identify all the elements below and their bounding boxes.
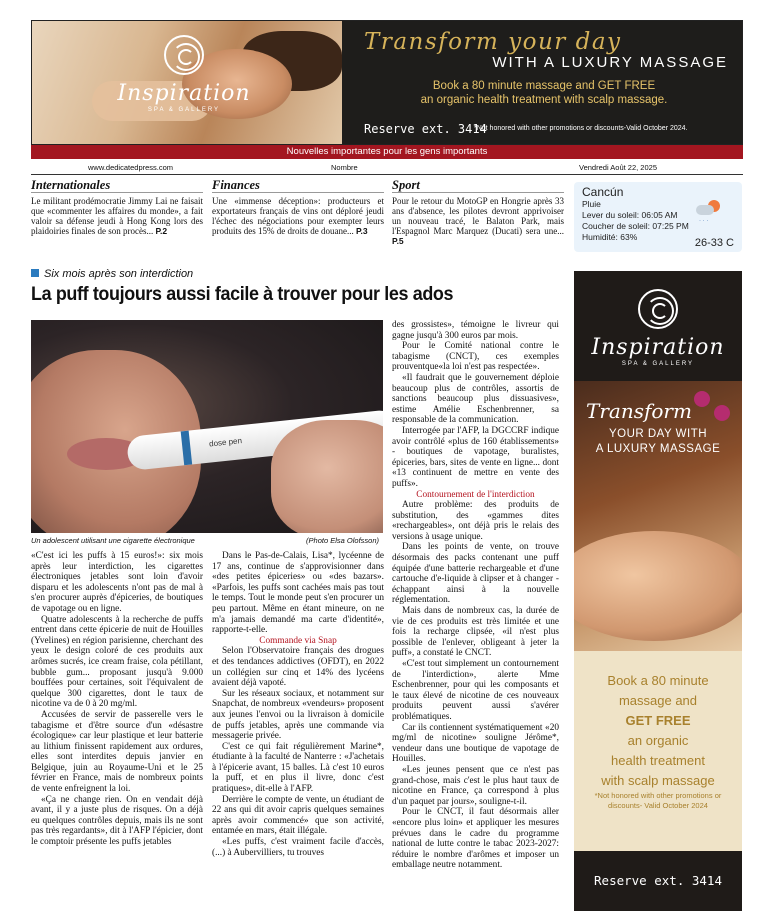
weather-condition: Pluie [582,199,601,209]
article-kicker: Six mois après son interdiction [31,268,193,280]
photo-caption: Un adolescent utilisant une cigarette électronique (Photo Elsa Olofsson) [31,536,379,545]
issue-date: Vendredi Août 22, 2025 [579,163,657,172]
ad-reserve-text: Reserve ext. 3414 [364,122,487,136]
teaser-section: Finances [212,180,384,193]
teaser-sport[interactable] [392,180,564,246]
article-column-2: Dans le Pas-de-Calais, Lisa*, lycéenne de 17 ans, continue de s'approvisionner dans «des petites épiceries» ou «des bazars». «Parfois, les puffs sont cachées mais pas tout le temps. Tout le monde peut s'en procurer un peu partout. Même en étant mineure, on ne m'a jamais demandé ma carte d'identité», rapporte-t-elle. Commande via Snap Selon l'Observatoire français des drogues et des tendances addictives (OFDT), en 2022 un collégien sur cinq et 14% des lycéens avaient déjà vapoté. Sur les réseaux sociaux, et notamment sur Snapchat, de nombreux «vendeurs» proposent aux jeunes l'envoi ou la livraison à domicile de puffs jetables, après une commande via messagerie privée. C'est ce qui fait régulièrement Marine*, étudiante à la faculté de Nanterre : «J'achetais à l'épicerie avant, 15 balles. Là c'est 10 euros la puff, et en plus il livre, donc c'est pratiques», dit-elle à l'AFP. Derrière le compte de vente, un étudiant de 22 ans qui dit avoir capris quelques semaines après avoir commencé» que son activité, entamée en mars, était illégale. «Les puffs, c'est vraiment facile d'accès, (...) à Aubervilliers, tu trouves [212,551,384,858]
top-spa-ad-banner[interactable] [31,20,743,145]
ad-caps-line: WITH A LUXURY MASSAGE [492,54,728,71]
teaser-internationales[interactable] [31,180,203,236]
teaser-finances[interactable] [212,180,384,236]
side-ad-script: Transform [586,399,692,423]
side-ad-caps: YOUR DAY WITH A LUXURY MASSAGE [595,428,721,455]
weather-humidity: Humidité: 63% [582,232,638,242]
ad-script-line: Transform your day [364,29,622,55]
teaser-section: Internationales [31,180,203,193]
weather-sunrise: Lever du soleil: 06:05 AM [582,210,678,220]
rain-sun-icon: · · · [696,200,720,222]
issue-number: Nombre [331,163,358,172]
subheading-snap: Commande via Snap [259,635,337,646]
weather-sunset: Coucher de soleil: 07:25 PM [582,221,689,231]
teaser-page: P.5 [392,236,404,246]
article-column-3: des grossistes», témoigne le livreur qui gagne jusqu'à 300 euros par mois. Pour le Comité national contre le tabagisme (CNCT), ces exemples prouventque«la loi n'est pas respectée». «Il faudrait que le gouvernement déploie beaucoup plus de contrôles, assortis de sanctions beaucoup plus dissuasives», estime Amélie Eschenbrenner, sa responsable de la communication. Interrogée par l'AFP, la DGCCRF indique avoir contrôlé «plus de 160 établissements» - boutiques de vapotage, buralistes, épiceries, bars, sites de vente en ligne... dont «13 continuent de mettre en vente des puffs». Contournement de l'interdiction Autre problème: des produits de substitution, des «gammes dites «rechargeables», ont déjà pris le relais des versions à usage unique. Dans les points de vente, on trouve désormais des packs contenant une puff équipée d'une batterie rechargeable et d'une cartouche d'e-liquide à clipser et à changer - échappant ainsi à la nouvelle réglementation. Mais dans de nombreux cas, la durée de vie de ces produits est très limitée et une fois la recharge clipsée, «il n'est plus possible de l'enlever, obligeant à jeter la puff», a constaté le CNCT. «C'est tout simplement un contournement de l'interdiction», alerte Mme Eschenbrenner, pour qui les composants et le taux élevé de nicotine de ces nouveaux produits peuvent aussi s'avérer problématiques. Car ils contiennent systématiquement «20 mg/ml de nicotine» souligne Jérôme*, vendeur dans une boutique de vapotage de Houilles. «Les jeunes pensent que ce n'est pas grand-chose, mais c'est le plus haut taux de nicotine en France, ça correspond à plus d'un paquet par jours», souligne-t-il. Pour le CNCT, il faut désormais aller «encore plus loin» et appliquer les mesures prévues dans le cadre du programme national de lutte contre le tabac 2023-2027: réduire le nombre d'arômes et imposer un emballage neutre notamment. [392,320,559,871]
ad-offer: Book a 80 minute massage and GET FREE an organic health treatment with scalp massage. [420,80,668,106]
side-spa-ad[interactable] [574,271,742,911]
weather-widget [574,182,742,252]
teaser-text: Une «immense déception»: producteurs et exportateurs français de vins ont déploré jeudi l'échec des négociations pour exempter leurs produits des 15% de droits de douane... [212,196,384,236]
site-link[interactable]: www.dedicatedpress.com [88,163,174,172]
spa-logo: Inspiration SPA & GALLERY [104,35,264,113]
subheading-contournement: Contournement de l'interdiction [416,489,535,500]
teaser-text: Pour le retour du MotoGP en Hongrie après 33 ans d'absence, les pilotes devront apprivoiser un nouveau tracé, le Balaton Park, mais l'Espagnol Marc Marquez (Ducati) sera une... [392,196,564,236]
spa-logo-icon [164,35,204,75]
teaser-page: P.3 [355,226,368,236]
side-ad-offer: Book a 80 minute massage and GET FREE an organic health treatment with scalp massage *Not honored with other promotions or discounts- Valid October 2024 [574,651,742,911]
side-ad-logo: Inspiration SPA & GALLERY [574,271,742,381]
article-column-1: «C'est ici les puffs à 15 euros!»: six mois après leur interdiction, les cigarettes électroniques jetables sont loin d'avoir disparu et les adolescents n'ont pas de mal à s'en procurer auprès d'épiceries, de boutiques de vapotage ou en ligne. Quatre adolescents à la recherche de puffs entrent dans cette épicerie de nuit de Houilles (Yvelines) en région parisienne, cherchant des yeux le design coloré de ces produits aux arômes sucrés, ice cream fraise, cola pétillant, bubble gum... proposant jusqu'à 9.000 bouffées pour certaines, soit l'équivalent de quelque 300 cigarettes, dont le taux de nicotine va de 0 à 20 mg/ml. Accusées de servir de passerelle vers le tabagisme et d'être source d'un «désastre écologique» car leur plastique et leur batterie au lithium finissent rapidement aux ordures, elles sont interdites depuis janvier en Belgique, juin au Royaume-Uni et le 25 février en France, mais de nombreux points de vente enfreignent la loi. «Ça ne change rien. On en vendait déjà avant, il y a juste plus de risques. On a déjà eu quelques contrôles depuis, mais ils ne sont pas très regardants», dit à l'AFP l'épicier, dont le comptoir présente les puffs jetables [31,551,203,848]
teaser-text: Le militant prodémocratie Jimmy Lai ne faisait que «commenter les affaires du monde», a fait valoir sa défense jeudi à Hong Kong lors des plaidoiries finales de son procès... [31,196,203,236]
weather-temp: 26-33 C [694,237,734,249]
ad-disclaimer: *Not honored with other promotions or discounts-Valid October 2024. [474,125,688,132]
side-ad-disclaimer: *Not honored with other promotions or discounts- Valid October 2024 [594,791,722,810]
kicker-square-icon [31,269,39,277]
teaser-section: Sport [392,180,564,193]
spa-logo-icon [638,289,678,329]
side-ad-reserve[interactable]: Reserve ext. 3414 [574,851,742,911]
vape-pen: dose pen [126,409,383,471]
weather-city: Cancún [582,185,624,199]
photo-credit: (Photo Elsa Olofsson) [306,536,379,545]
tagline-strip: Nouvelles importantes pour les gens importants [31,145,743,159]
article-photo [31,320,383,533]
teaser-page: P.2 [155,226,168,236]
article-headline[interactable]: La puff toujours aussi facile à trouver pour les ados [31,283,454,305]
masthead-meta [31,161,743,175]
